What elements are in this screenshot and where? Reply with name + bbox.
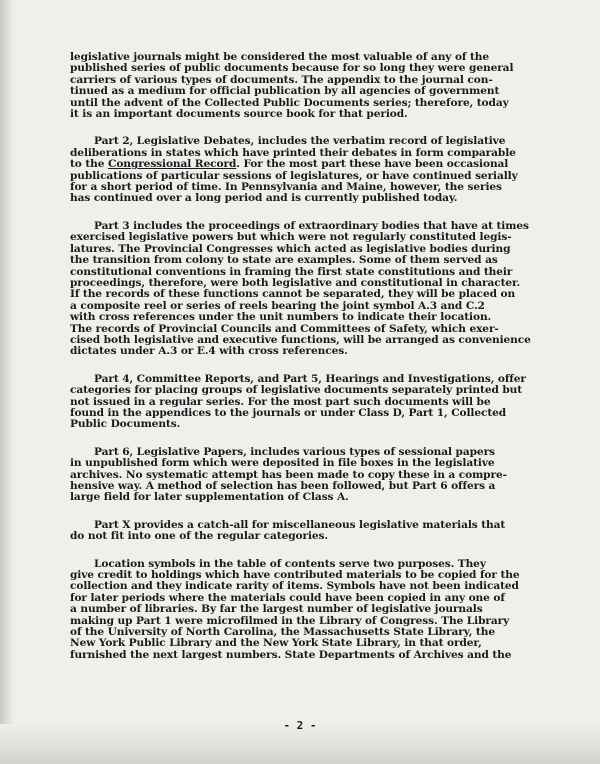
text-line: deliberations in states which have printed their debates in form comparable: [70, 146, 516, 159]
page-number: - 2 -: [283, 719, 317, 732]
text-line: not issued in a regular series. For the most part such documents will be: [70, 395, 491, 408]
document-body: [70, 52, 548, 677]
text-line: dictates under A.3 or E.4 with cross references.: [70, 345, 348, 358]
text-line: The records of Provincial Councils and Committees of Safety, which exer-: [70, 322, 499, 335]
text-line: New York Public Library and the New York State Library, in that order,: [70, 637, 482, 650]
text-line: Location symbols in the table of contents serve two purposes. They: [94, 557, 486, 570]
text-line: hensive way. A method of selection has been followed, but Part 6 offers a: [70, 480, 496, 492]
text-line: Part 2, Legislative Debates, includes the verbatim record of legislative: [94, 135, 506, 148]
text-line: in unpublished form which were deposited in file boxes in the legislative: [70, 457, 495, 470]
paragraph-journals: [70, 52, 548, 120]
text-line: of the University of North Carolina, the Massachusetts State Library, the: [70, 626, 495, 639]
text-line: for a short period of time. In Pennsylvania and Maine, however, the series: [70, 181, 502, 194]
paragraph-part-6: [70, 447, 548, 504]
text-line: Part X provides a catch-all for miscellaneous legislative materials that: [94, 518, 506, 531]
text-line: tinued as a medium for official publication by all agencies of government: [70, 85, 500, 98]
page-edge-shadow: [0, 0, 14, 764]
text-line: for later periods where the materials could have been copied in any one of: [70, 591, 505, 604]
text-line: a number of libraries. By far the largest number of legislative journals: [70, 603, 483, 616]
text-line: Part 6, Legislative Papers, includes various types of sessional papers: [94, 445, 495, 458]
text-line: proceedings, therefore, were both legislative and constitutional in character.: [70, 276, 521, 289]
text-line: Part 3 includes the proceedings of extraordinary bodies that have at times: [94, 219, 529, 232]
text-line: has continued over a long period and is currently published today.: [70, 192, 458, 205]
paragraph-location-symbols: [70, 559, 548, 662]
text-line: with cross references under the unit numbers to indicate their location.: [70, 311, 492, 324]
underlined-title: Congressional Record: [107, 158, 237, 171]
paragraph-part-2: [70, 136, 548, 204]
text-line: Public Documents.: [70, 418, 181, 431]
text-line: found in the appendices to the journals or under Class D, Part 1, Collected: [70, 406, 507, 419]
text-line: published series of public documents because for so long they were general: [70, 62, 514, 75]
paragraph-part-4-5: [70, 374, 548, 431]
text-line: cised both legislative and executive functions, will be arranged as convenience: [70, 333, 531, 346]
text-line: to the Congressional Record. For the most part these have been occasional: [70, 158, 509, 171]
text-line: until the advent of the Collected Public Documents series; therefore, today: [70, 96, 509, 109]
text-line: making up Part 1 were microfilmed in the Library of Congress. The Library: [70, 614, 510, 627]
text-line: furnished the next largest numbers. State Departments of Archives and the: [70, 648, 512, 661]
text-line: Part 4, Committee Reports, and Part 5, Hearings and Investigations, offer: [94, 372, 526, 385]
text-line: a composite reel or series of reels bearing the joint symbol A.3 and C.2: [70, 299, 485, 312]
text-line: publications of particular sessions of legislatures, or have continued serially: [70, 169, 518, 182]
paragraph-part-x: [70, 520, 548, 543]
text-line: give credit to holdings which have contributed materials to be copied for the: [70, 569, 520, 582]
text-line: collection and they indicate rarity of items. Symbols have not been indicated: [70, 580, 519, 593]
paragraph-part-3: [70, 221, 548, 358]
text-line: do not fit into one of the regular categories.: [70, 530, 328, 543]
text-line: archives. No systematic attempt has been made to copy these in a compre-: [70, 468, 507, 481]
text-line: large field for later supplementation of Class A.: [70, 491, 349, 504]
text-line: it is an important documents source book for that period.: [70, 108, 408, 121]
text-line: exercised legislative powers but which were not regularly constituted legis-: [70, 231, 512, 244]
text-line: legislative journals might be considered the most valuable of any of the: [70, 51, 489, 63]
text-line: If the records of these functions cannot be separated, they will be placed on: [70, 288, 516, 301]
text-line: constitutional conventions in framing the first state constitutions and their: [70, 265, 513, 278]
text-line: carriers of various types of documents. The appendix to the journal con-: [70, 73, 493, 86]
text-line: latures. The Provincial Congresses which acted as legislative bodies during: [70, 242, 511, 255]
text-line: the transition from colony to state are examples. Some of them served as: [70, 254, 498, 267]
text-line: categories for placing groups of legislative documents separately printed but: [70, 384, 523, 397]
